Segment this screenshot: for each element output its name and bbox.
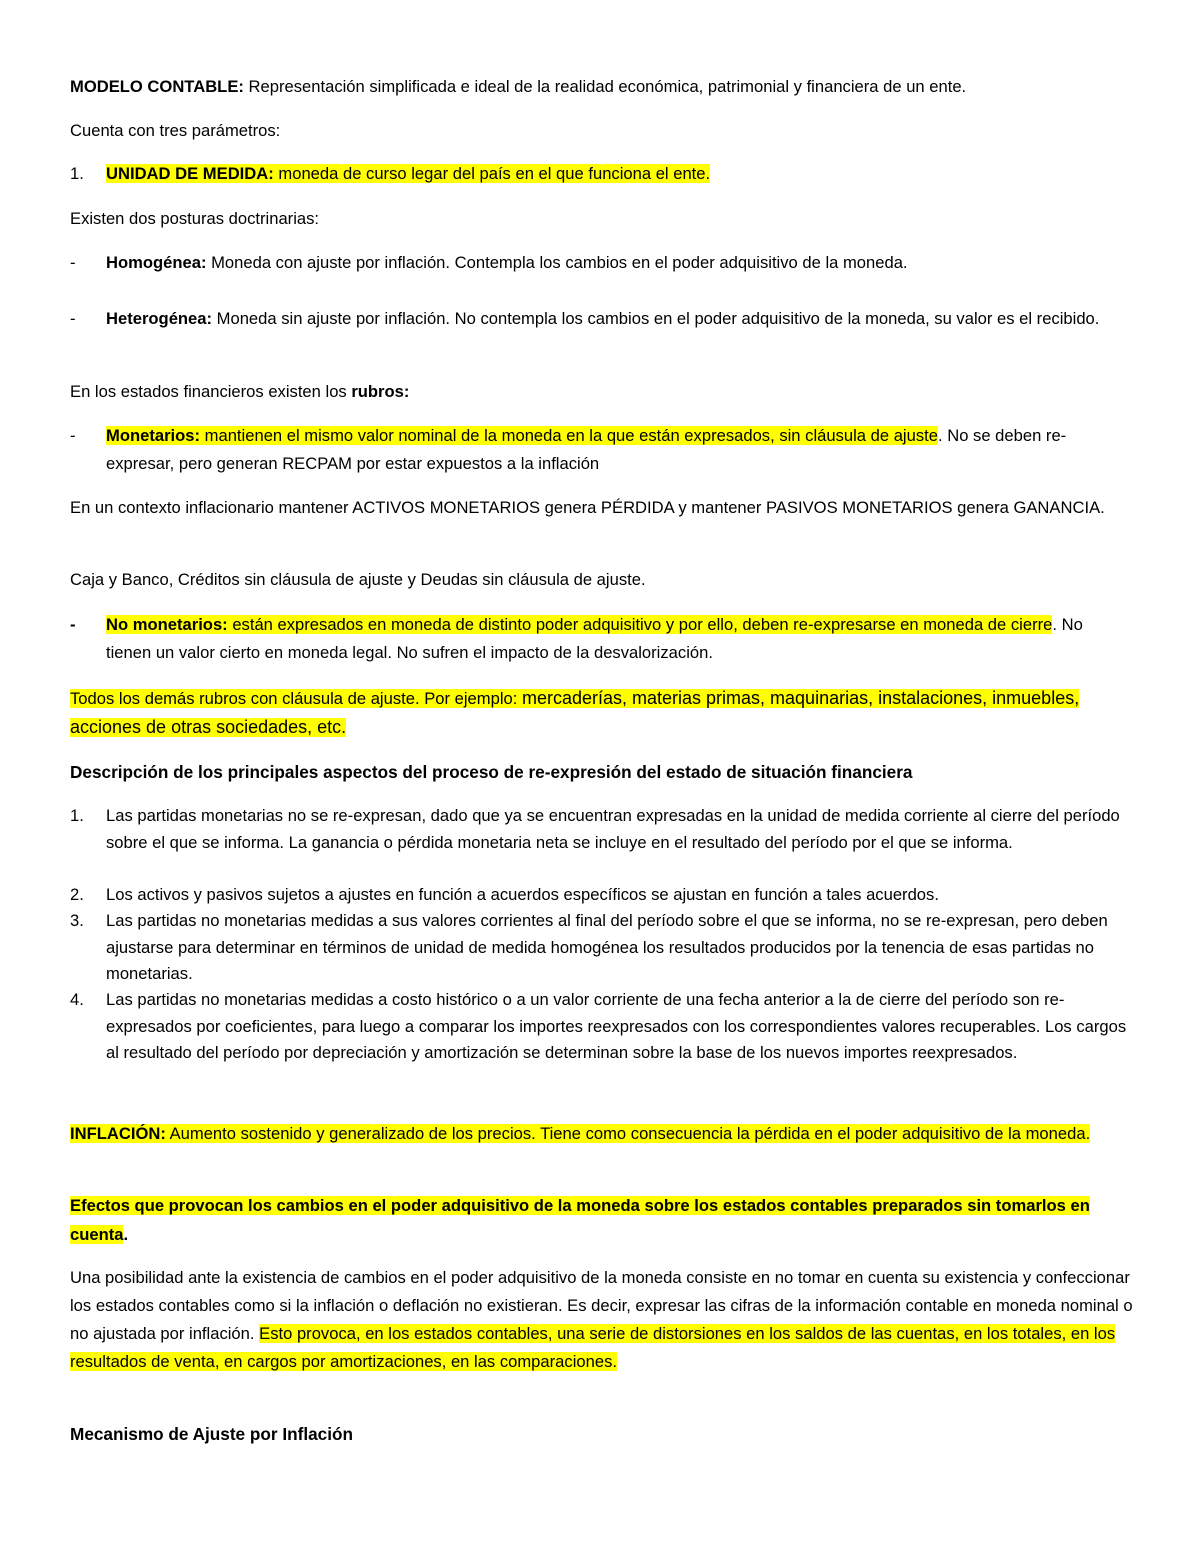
list-dash: - (70, 309, 76, 328)
unidad-medida-term: UNIDAD DE MEDIDA: (106, 164, 274, 183)
list-number: 1. (70, 164, 84, 183)
heterogenea-term: Heterogénea: (106, 309, 213, 328)
descripcion-item-text: Los activos y pasivos sujetos a ajustes en función a acuerdos específicos se ajustan en función a tales acuerdos. (106, 885, 939, 904)
heterogenea-definition: Moneda sin ajuste por inflación. No contempla los cambios en el poder adquisitivo de la moneda, su valor es el recibido. (212, 309, 1100, 328)
list-dash: - (70, 253, 76, 272)
modelo-contable-paragraph (70, 73, 1140, 101)
descripcion-item-4 (70, 987, 1130, 1067)
list-dash: - (70, 615, 76, 634)
list-number: 1. (70, 806, 84, 825)
heterogenea-item (70, 305, 1130, 333)
posibilidad-highlighted: Esto provoca, en los estados contables, una serie de distorsiones en los saldos de las cuentas, en los totales, en los resultados de venta, en cargos por amortizaciones, en las comparaciones. (70, 1324, 1116, 1371)
params-intro: Cuenta con tres parámetros: (70, 121, 281, 140)
todos-paragraph (70, 684, 1140, 742)
efectos-heading-text: Efectos que provocan los cambios en el poder adquisitivo de la moneda sobre los estados contables preparados sin tomarlos en cuenta (70, 1196, 1090, 1244)
efectos-heading-tail: . (123, 1225, 129, 1244)
modelo-contable-definition: Representación simplificada e ideal de la realidad económica, patrimonial y financiera de un ente. (243, 77, 967, 96)
efectos-heading (70, 1191, 1140, 1249)
unidad-medida-definition: moneda de curso legar del país en el que funciona el ente. (273, 164, 711, 183)
list-number: 2. (70, 885, 84, 904)
contexto-paragraph: En un contexto inflacionario mantener ACTIVOS MONETARIOS genera PÉRDIDA y mantener PASIVOS MONETARIOS genera GANANCIA. (70, 498, 1105, 517)
descripcion-heading: Descripción de los principales aspectos del proceso de re-expresión del estado de situación financiera (70, 762, 913, 782)
todos-text: Todos los demás rubros con cláusula de ajuste. Por ejemplo: (70, 689, 522, 708)
descripcion-item-1 (70, 803, 1130, 856)
unidad-medida-item (70, 160, 1130, 188)
posibilidad-paragraph (70, 1264, 1140, 1376)
monetarios-item (70, 422, 1130, 478)
posturas-intro: Existen dos posturas doctrinarias: (70, 209, 320, 228)
list-dash: - (70, 426, 76, 445)
no-monetarios-item (70, 611, 1130, 667)
inflacion-definition: Aumento sostenido y generalizado de los precios. Tiene como consecuencia la pérdida en el poder adquisitivo de la moneda. (165, 1124, 1091, 1143)
monetarios-rest: . No se deben re-expresar, pero generan RECPAM por estar expuestos a la inflación (106, 426, 1067, 473)
rubros-term: rubros: (351, 382, 410, 401)
mecanismo-heading: Mecanismo de Ajuste por Inflación (70, 1424, 354, 1444)
monetarios-term: Monetarios: (106, 426, 201, 445)
descripcion-item-text: Las partidas monetarias no se re-expresan, dado que ya se encuentran expresadas en la unidad de medida corriente al cierre del período sobre el que se informa. La ganancia o pérdida monetaria neta se incluye en el resultado del período por el que se informa. (106, 806, 1120, 852)
no-monetarios-rest: . No tienen un valor cierto en moneda legal. No sufren el impacto de la desvalorización. (106, 615, 1083, 662)
homogenea-item (70, 249, 1130, 277)
list-number: 3. (70, 911, 84, 930)
inflacion-term: INFLACIÓN: (70, 1124, 166, 1143)
list-number: 4. (70, 990, 84, 1009)
homogenea-definition: Moneda con ajuste por inflación. Contempla los cambios en el poder adquisitivo de la moneda. (206, 253, 908, 272)
inflacion-paragraph (70, 1119, 1140, 1148)
no-monetarios-term: No monetarios: (106, 615, 228, 634)
rubros-intro: En los estados financieros existen los rubros: (70, 382, 410, 401)
caja-paragraph: Caja y Banco, Créditos sin cláusula de ajuste y Deudas sin cláusula de ajuste. (70, 570, 646, 589)
descripcion-item-text: Las partidas no monetarias medidas a sus valores corrientes al final del período sobre el que se informa, no se re-expresan, pero deben ajustarse para determinar en términos de unidad de medida homogénea los resultados producidos por la tenencia de esas partidas no monetarias. (106, 911, 1108, 983)
todos-examples: mercaderías, materias primas, maquinarias, instalaciones, inmuebles, acciones de otras sociedades, etc. (70, 688, 1080, 737)
descripcion-item-text: Las partidas no monetarias medidas a costo histórico o a un valor corriente de una fecha anterior a la de cierre del período son re-expresados por coeficientes, para luego a comparar los importes reexpresados con los correspondientes valores recuperables. Los cargos al resultado del período por depreciación y amortización se determinan sobre la base de los nuevos importes reexpresados. (106, 990, 1127, 1062)
monetarios-highlighted: mantienen el mismo valor nominal de la moneda en la que están expresados, sin cláusula de ajuste (200, 426, 938, 445)
descripcion-item-2 (70, 882, 1130, 909)
no-monetarios-highlighted: están expresados en moneda de distinto poder adquisitivo y por ello, deben re-expresarse en moneda de cierre (227, 615, 1053, 634)
posibilidad-text: Una posibilidad ante la existencia de cambios en el poder adquisitivo de la moneda consiste en no tomar en cuenta su existencia y confeccionar los estados contables como si la inflación o deflación no existieran. Es decir, expresar las cifras de la información contable en moneda nominal o no ajustada por inflación. (70, 1268, 1133, 1343)
modelo-contable-term: MODELO CONTABLE: (70, 77, 244, 96)
homogenea-term: Homogénea: (106, 253, 207, 272)
descripcion-item-3 (70, 908, 1130, 988)
